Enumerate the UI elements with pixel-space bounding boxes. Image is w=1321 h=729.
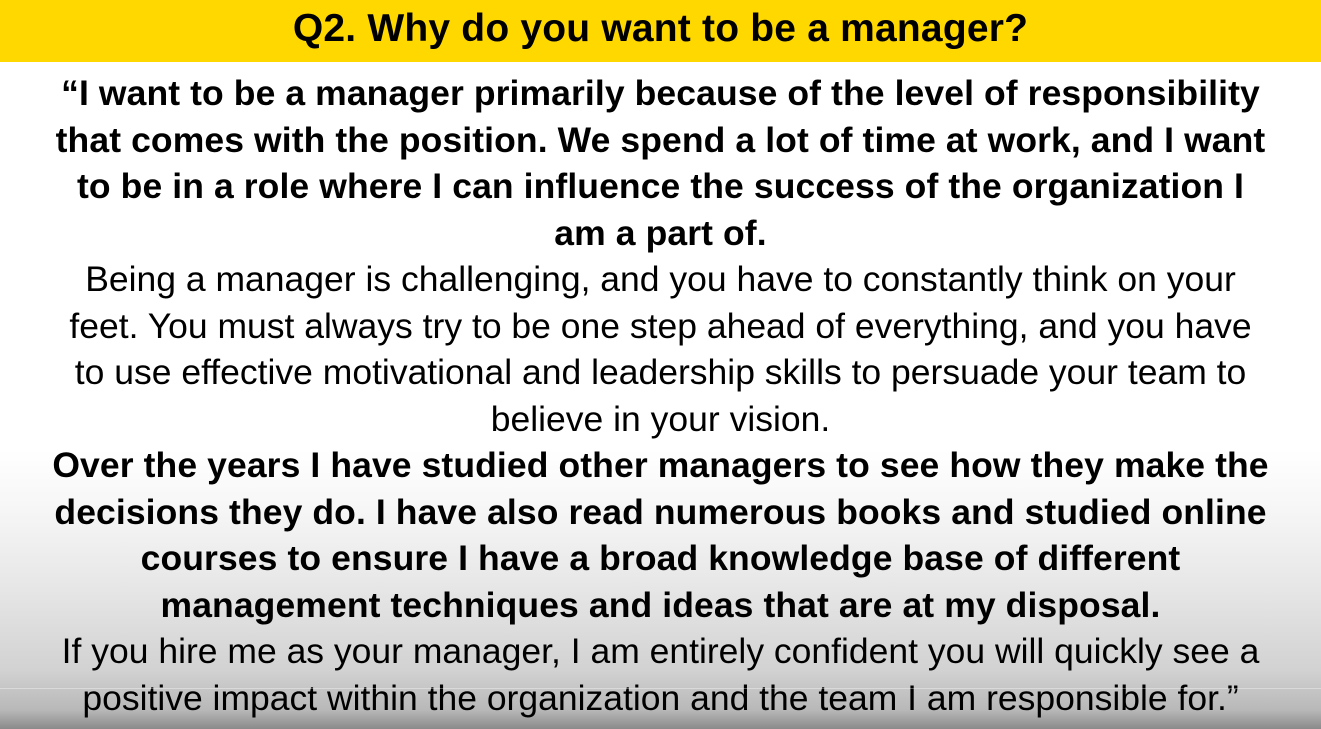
answer-line: believe in your vision. — [490, 398, 831, 439]
answer-line: If you hire me as your manager, I am entirely confident you will quickly see a — [61, 631, 1260, 671]
answer-line: management techniques and ideas that are at my disposal. — [160, 584, 1161, 625]
answer-line: Over the years I have studied other managers to see how they make the — [52, 445, 1269, 485]
video-progress-hint — [0, 688, 1321, 689]
answer-paragraph-1 — [0, 70, 1321, 256]
answer-line: to use effective motivational and leadership skills to persuade your team to — [74, 352, 1247, 392]
answer-paragraph-3 — [0, 442, 1321, 628]
page-title: Q2. Why do you want to be a manager? — [292, 7, 1029, 50]
answer-line: decisions they do. I have also read numerous books and studied online — [54, 491, 1267, 532]
answer-line: am a part of. — [554, 212, 767, 253]
answer-line: that comes with the position. We spend a lot of time at work, and I want — [55, 119, 1266, 160]
title-divider — [0, 62, 1321, 66]
answer-line: feet. You must always try to be one step ahead of everything, and you have — [69, 305, 1252, 346]
answer-line: “I want to be a manager primarily because of the level of responsibility — [61, 73, 1260, 113]
answer-line: Being a manager is challenging, and you have to constantly think on your — [85, 259, 1236, 299]
answer-paragraph-4 — [0, 628, 1321, 721]
answer-body — [0, 70, 1321, 729]
answer-paragraph-2 — [0, 256, 1321, 442]
answer-line: to be in a role where I can influence the success of the organization I — [76, 166, 1245, 206]
answer-line: courses to ensure I have a broad knowledge base of different — [140, 538, 1181, 578]
title-bar — [0, 0, 1321, 62]
answer-line: positive impact within the organization and the team I am responsible for.” — [82, 677, 1239, 718]
